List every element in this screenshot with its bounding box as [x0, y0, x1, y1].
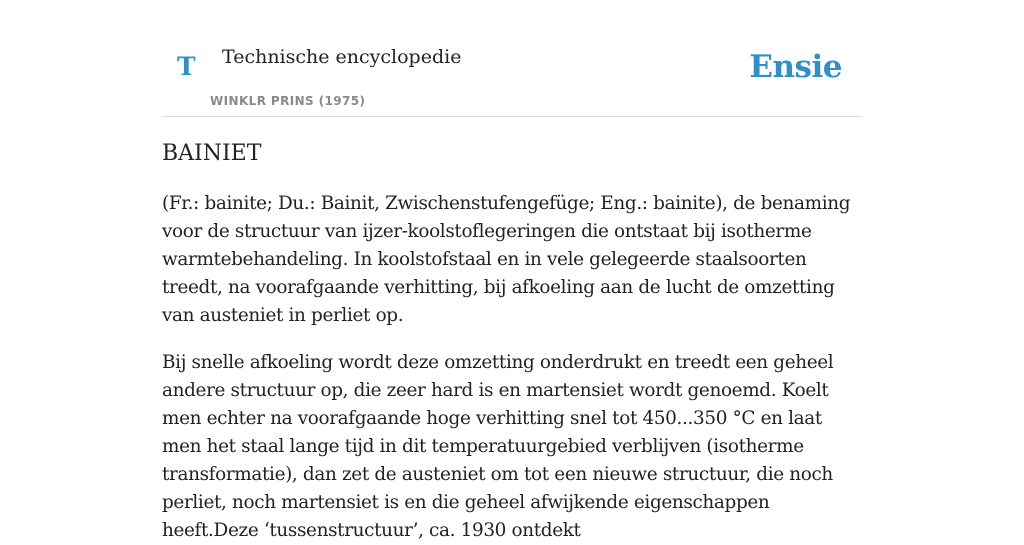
entry-paragraph: Bij snelle afkoeling wordt deze omzetting onderdrukt en treedt een geheel andere structuur op, die zeer hard is en martensiet wordt genoemd. Koelt men echter na voorafgaande hoge verhitting snel tot 450...350 °C en laat men het staal lange tijd in dit temperatuurgebied verblijven (isotherme transformatie), dan zet de austeniet om tot een nieuwe structuur, die noch perliet, noch martensiet is en die geheel afwijkende eigenschappen heeft.Deze ‘tussenstructuur’, ca. 1930 ontdekt: [162, 352, 834, 541]
book-subtitle: WINKLR PRINS (1975): [210, 94, 366, 108]
entry-title: BAINIET: [162, 141, 262, 166]
ensie-logo-link[interactable]: Ensie: [749, 49, 842, 85]
book-header: [162, 0, 862, 117]
book-logo-icon[interactable]: T: [177, 52, 196, 81]
book-title-link[interactable]: Technische encyclopedie: [222, 46, 462, 68]
entry-paragraph: (Fr.: bainite; Du.: Bainit, Zwischenstufengefüge; Eng.: bainite), de benaming voor de structuur van ijzer-koolstoflegeringen die ontstaat bij isotherme warmtebehandeling. In koolstofstaal en in vele gelegeerde staalsoorten treedt, na voorafgaande verhitting, bij afkoeling aan de lucht de omzetting van austeniet in perliet op.: [162, 193, 851, 326]
entry-content: [162, 140, 862, 545]
